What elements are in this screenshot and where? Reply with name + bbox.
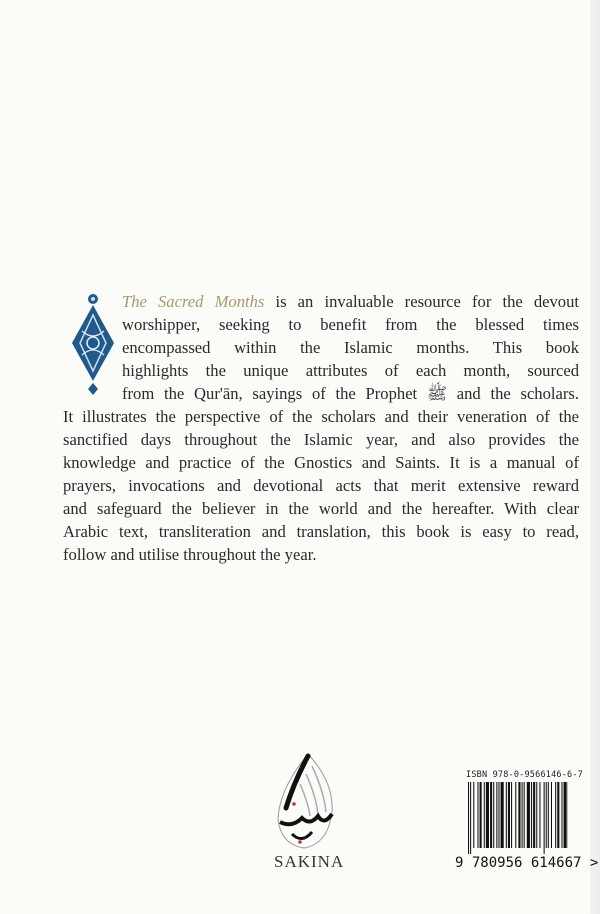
barcode-bar <box>524 782 525 848</box>
barcode-bar <box>544 782 545 854</box>
barcode-bar <box>508 782 510 848</box>
blurb-text <box>63 290 579 566</box>
blurb-line: knowledge and practice of the Gnostics and Saints. It is a manual of <box>63 453 579 472</box>
barcode-bar <box>490 782 492 848</box>
blurb-line: highlights the unique attributes of each month, sourced <box>122 361 579 380</box>
publisher-logo-icon <box>272 752 342 852</box>
barcode-bar <box>511 782 512 848</box>
barcode-bar <box>518 782 520 848</box>
barcode-bar <box>539 782 540 848</box>
page-edge <box>590 0 600 914</box>
isbn-label: ISBN 978-0-9566146-6-7 <box>466 770 583 780</box>
blurb-line: and safeguard the believer in the world and the hereafter. With clear <box>63 499 579 518</box>
blurb-line: encompassed within the Islamic months. This book <box>122 338 579 357</box>
barcode-bar <box>551 782 552 848</box>
barcode-bar <box>536 782 537 848</box>
barcode-bar <box>531 782 532 848</box>
barcode-bar <box>527 782 530 848</box>
barcode-bar <box>468 782 469 854</box>
blurb-line: sanctified days throughout the Islamic year, and also provides the <box>63 430 579 449</box>
publisher-name: SAKINA <box>274 852 345 871</box>
barcode-bar <box>546 782 547 848</box>
barcode-bar <box>522 782 523 848</box>
book-title: The Sacred Months <box>122 292 265 311</box>
barcode-bar <box>548 782 549 848</box>
barcode-bar <box>477 782 478 848</box>
blurb-line: follow and utilise throughout the year. <box>63 545 317 564</box>
barcode-bar <box>493 782 494 848</box>
barcode-bar <box>480 782 482 848</box>
barcode-bar <box>533 782 535 848</box>
blurb-line: worshipper, seeking to benefit from the blessed times <box>122 315 579 334</box>
blurb-line: The Sacred Months is an invaluable resource for the devout <box>122 292 580 311</box>
barcode-bar <box>561 782 562 848</box>
barcode <box>468 782 568 854</box>
barcode-bar <box>564 782 567 848</box>
blurb-line: It illustrates the perspective of the scholars and their veneration of the <box>63 407 579 426</box>
barcode-bar <box>470 782 471 854</box>
barcode-bar <box>484 782 485 848</box>
blurb-line: Arabic text, transliteration and translation, this book is easy to read, <box>63 522 579 541</box>
barcode-bar <box>506 782 507 848</box>
blurb-line: prayers, invocations and devotional acts that merit extensive reward <box>63 476 579 495</box>
barcode-bar <box>486 782 489 848</box>
ean-digits: 9 780956 614667 > <box>455 855 599 871</box>
barcode-bar <box>555 782 556 848</box>
barcode-bar <box>557 782 559 848</box>
barcode-bar <box>496 782 497 848</box>
barcode-bar <box>501 782 504 848</box>
barcode-bar <box>498 782 499 848</box>
barcode-bar <box>515 782 516 848</box>
blurb-line: from the Qur'ān, sayings of the Prophet ﷺ and the scholars. <box>122 384 580 403</box>
barcode-bar <box>473 782 474 848</box>
